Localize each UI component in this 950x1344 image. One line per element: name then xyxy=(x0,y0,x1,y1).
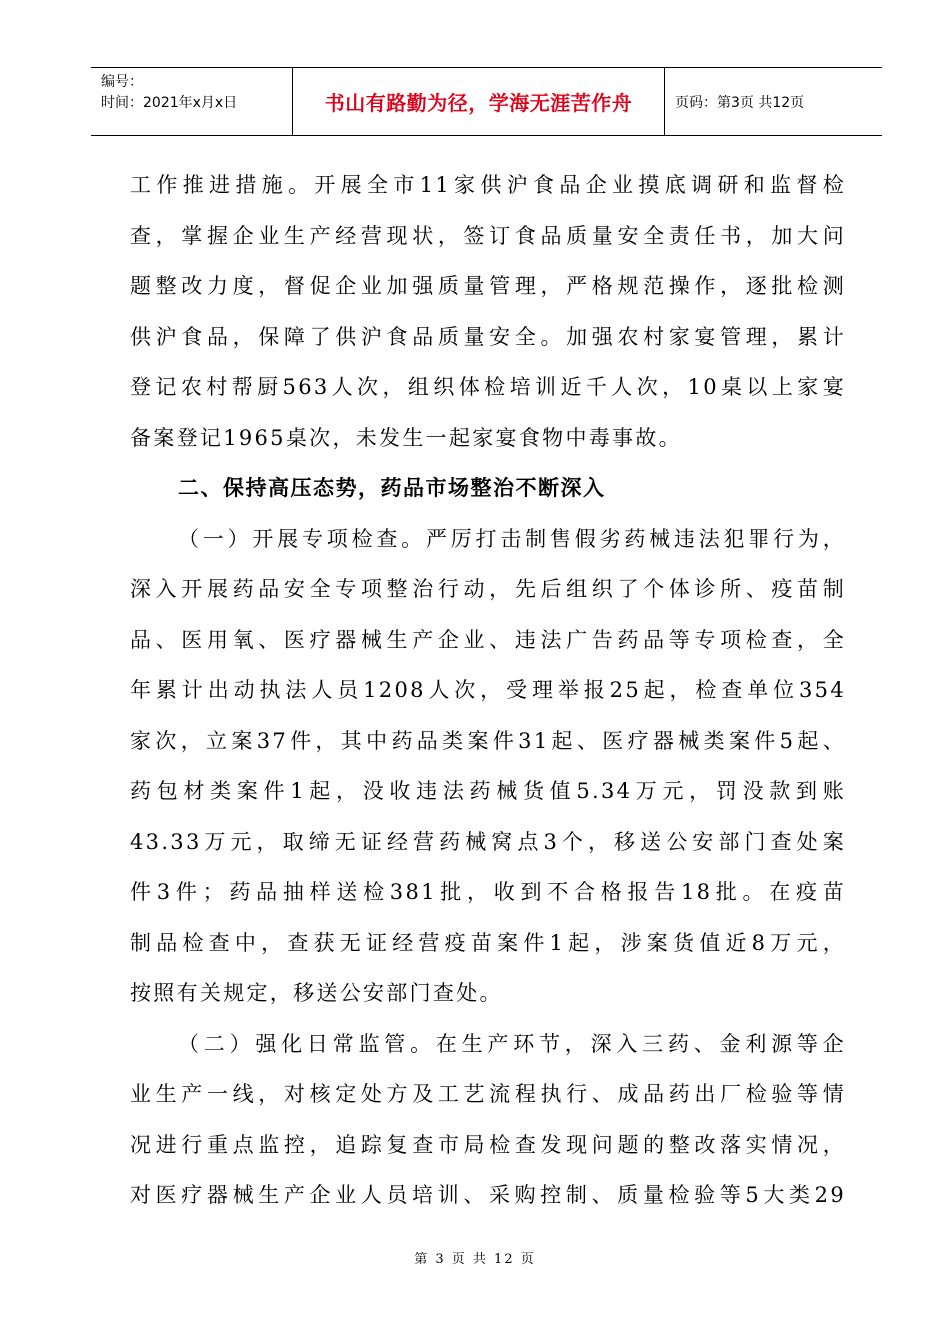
section-heading: 二、保持高压态势，药品市场整治不断深入 xyxy=(178,476,606,500)
body-line: 工作推进措施。开展全市11家供沪食品企业摸底调研和监督检 xyxy=(130,173,846,197)
body-line: 43.33万元，取缔无证经营药械窝点3个，移送公安部门查处案 xyxy=(130,829,846,854)
document-body xyxy=(130,160,846,1221)
body-line: （二）强化日常监管。在生产环节，深入三药、金利源等企 xyxy=(178,1031,846,1056)
body-line: 年累计出动执法人员1208人次，受理举报25起，检查单位354 xyxy=(130,678,846,702)
body-line: （一）开展专项检查。严厉打击制售假劣药械违法犯罪行为， xyxy=(178,526,846,551)
document-time-label: 时间：2021年x月x日 xyxy=(101,95,238,111)
body-line: 备案登记1965桌次，未发生一起家宴食物中毒事故。 xyxy=(130,425,682,450)
body-line: 况进行重点监控，追踪复查市局检查发现问题的整改落实情况， xyxy=(130,1132,846,1157)
body-line: 登记农村帮厨563人次，组织体检培训近千人次，10桌以上家宴 xyxy=(130,375,846,399)
document-number-label: 编号： xyxy=(101,74,143,90)
body-line: 件3件；药品抽样送检381批，收到不合格报告18批。在疫苗 xyxy=(130,880,846,904)
body-line: 品、医用氧、医疗器械生产企业、违法广告药品等专项检查，全 xyxy=(130,627,846,652)
page-header xyxy=(91,67,882,136)
header-page-info: 页码：第3页 共12页 xyxy=(675,94,805,111)
body-line: 按照有关规定，移送公安部门查处。 xyxy=(130,981,503,1005)
header-motto: 书山有路勤为径，学海无涯苦作舟 xyxy=(293,68,665,135)
body-line: 对医疗器械生产企业人员培训、采购控制、质量检验等5大类29 xyxy=(130,1183,846,1207)
page-footer: 第 3 页 共 12 页 xyxy=(414,1252,536,1267)
body-line: 制品检查中，查获无证经营疫苗案件1起，涉案货值近8万元， xyxy=(130,930,846,955)
body-line: 深入开展药品安全专项整治行动，先后组织了个体诊所、疫苗制 xyxy=(130,577,846,601)
body-line: 业生产一线，对核定处方及工艺流程执行、成品药出厂检验等情 xyxy=(130,1082,846,1106)
body-line: 药包材类案件1起，没收违法药械货值5.34万元，罚没款到账 xyxy=(130,779,846,803)
body-line: 供沪食品，保障了供沪食品质量安全。加强农村家宴管理，累计 xyxy=(130,324,846,349)
header-meta xyxy=(91,68,293,135)
body-line: 查，掌握企业生产经营现状，签订食品质量安全责任书，加大问 xyxy=(130,223,846,248)
body-line: 题整改力度，督促企业加强质量管理，严格规范操作，逐批检测 xyxy=(130,274,846,298)
body-line: 家次，立案37件，其中药品类案件31起、医疗器械类案件5起、 xyxy=(130,728,846,753)
